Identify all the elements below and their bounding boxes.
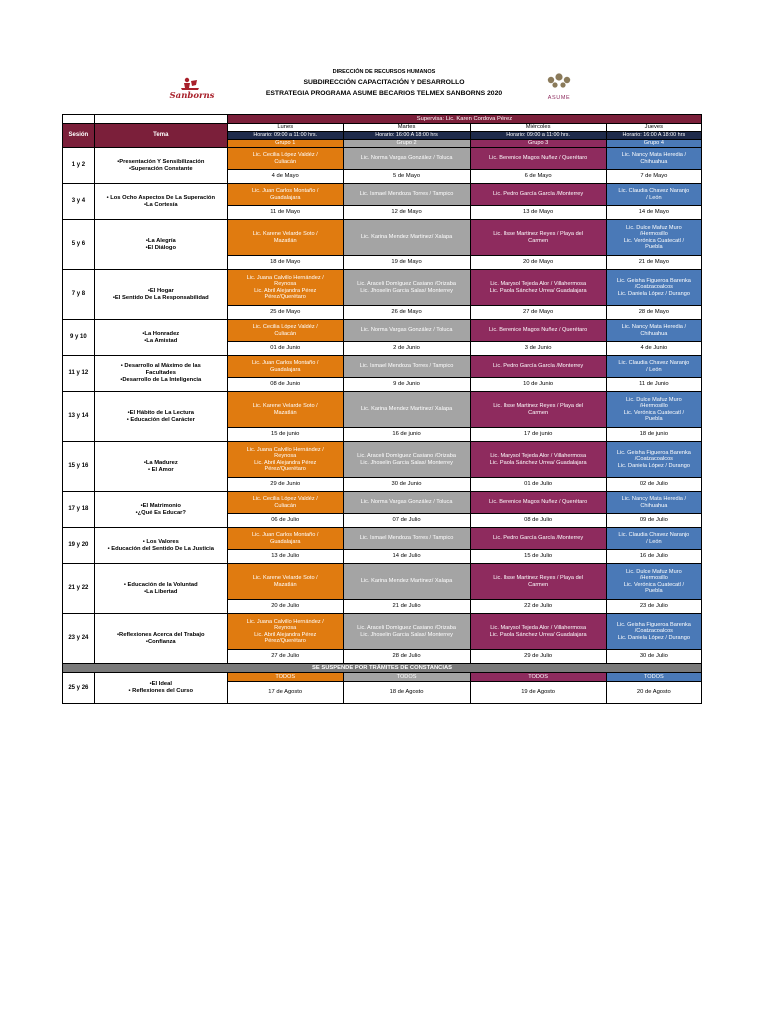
instructor-cell bbox=[343, 270, 470, 306]
instructor-cell bbox=[606, 392, 701, 428]
instructor-cell bbox=[470, 492, 606, 514]
text-line: Pérez/Querétaro bbox=[264, 465, 306, 472]
session-number: 25 y 26 bbox=[63, 673, 95, 704]
session-number: 5 y 6 bbox=[63, 220, 95, 270]
text-line: Lic. Cecilia López Valdéz / bbox=[252, 324, 318, 331]
text-line: Lic. Cecilia López Valdéz / bbox=[252, 152, 318, 159]
text-line: Lic. Juan Carlos Montaño / bbox=[251, 532, 319, 539]
session-topics bbox=[94, 356, 227, 392]
header-line-3: ESTRATEGIA PROGRAMA ASUME BECARIOS TELMEX SANBORNS 2020 bbox=[265, 90, 503, 97]
text-line: Lic. Ismael Mendoza Torres / Tampico bbox=[359, 363, 454, 370]
text-line: • Reflexiones del Curso bbox=[128, 688, 194, 694]
date-cell: 30 de Julio bbox=[606, 650, 701, 664]
text-line: •La Libertad bbox=[144, 588, 178, 595]
day-header: Miércoles bbox=[470, 124, 606, 132]
sesion-header: Sesión bbox=[63, 124, 95, 148]
text-line: • Educación del Carácter bbox=[126, 416, 195, 423]
text-line: /Coatzacoalcos bbox=[634, 456, 673, 463]
text-line: Lic. Ismael Mendoza Torres / Tampico bbox=[359, 191, 454, 198]
day-header: Lunes bbox=[227, 124, 343, 132]
date-cell: 10 de Junio bbox=[470, 378, 606, 392]
session-number: 11 y 12 bbox=[63, 356, 95, 392]
text-line: Reynosa bbox=[274, 281, 297, 288]
text-line: / León bbox=[646, 194, 662, 201]
todos-cell: TODOS bbox=[470, 673, 606, 682]
date-cell: 4 de Mayo bbox=[227, 170, 343, 184]
date-cell: 3 de Junio bbox=[470, 342, 606, 356]
text-line: •El Sentido De La Responsabilidad bbox=[112, 294, 209, 301]
text-line: • Los Valores bbox=[142, 538, 179, 545]
date-cell: 18 de Agosto bbox=[343, 682, 470, 704]
instructor-cell bbox=[227, 442, 343, 478]
grupo-cell: Grupo 3 bbox=[470, 140, 606, 148]
instructor-cell bbox=[343, 392, 470, 428]
grupo-cell: Grupo 2 bbox=[343, 140, 470, 148]
instructor-cell bbox=[343, 220, 470, 256]
text-line: Facultades bbox=[145, 370, 176, 376]
text-line: Puebla bbox=[645, 243, 663, 250]
date-cell: 20 de Julio bbox=[227, 600, 343, 614]
instructor-cell bbox=[227, 392, 343, 428]
text-line: Lic. Marysol Tejeda Alor / Villahermosa bbox=[490, 625, 587, 632]
svg-text:Sanborns: Sanborns bbox=[169, 91, 215, 101]
text-line: /Coatzacoalcos bbox=[634, 284, 673, 291]
date-cell: 11 de Mayo bbox=[227, 206, 343, 220]
instructor-cell bbox=[343, 148, 470, 170]
date-cell: 23 de Julio bbox=[606, 600, 701, 614]
text-line: Pérez/Querétaro bbox=[264, 637, 306, 644]
date-cell: 16 de Julio bbox=[606, 550, 701, 564]
instructor-cell bbox=[343, 442, 470, 478]
instructor-cell bbox=[470, 220, 606, 256]
todos-cell: TODOS bbox=[227, 673, 343, 682]
text-line: •El Hábito de La Lectura bbox=[127, 409, 195, 416]
instructor-cell bbox=[470, 270, 606, 306]
instructor-cell bbox=[606, 220, 701, 256]
text-line: Lic. Jhoselin Garcia Salas/ Monterrey bbox=[360, 287, 453, 294]
date-cell: 13 de Julio bbox=[227, 550, 343, 564]
text-line: Pérez/Querétaro bbox=[264, 293, 306, 300]
sanborns-logo bbox=[167, 72, 217, 102]
text-line: Guadalajara bbox=[269, 194, 301, 201]
text-line: • Educación del Sentido De La Justicia bbox=[107, 545, 214, 552]
date-cell: 17 de junio bbox=[470, 428, 606, 442]
instructor-cell bbox=[343, 184, 470, 206]
text-line: Lic. Ilsse Martinez Reyes / Playa del bbox=[493, 403, 584, 410]
supervisor-header: Supervisa: Lic. Karen Cordova Pérez bbox=[227, 115, 701, 124]
date-cell: 19 de Agosto bbox=[470, 682, 606, 704]
text-line: •Confianza bbox=[145, 638, 176, 645]
instructor-cell bbox=[606, 356, 701, 378]
date-cell: 25 de Mayo bbox=[227, 306, 343, 320]
instructor-cell bbox=[470, 442, 606, 478]
date-cell: 21 de Julio bbox=[343, 600, 470, 614]
text-line: Carmen bbox=[528, 581, 549, 588]
header-line-2: SUBDIRECCIÓN CAPACITACIÓN Y DESARROLLO bbox=[303, 79, 465, 86]
text-line: / León bbox=[646, 366, 662, 373]
date-cell: 5 de Mayo bbox=[343, 170, 470, 184]
text-line: Lic. Nancy Mata Heredia / bbox=[621, 496, 687, 503]
text-line: Culiacán bbox=[274, 502, 297, 509]
text-line: Lic. Karene Velarde Soto / bbox=[252, 403, 318, 410]
instructor-cell bbox=[606, 564, 701, 600]
instructor-cell bbox=[227, 614, 343, 650]
instructor-cell bbox=[227, 356, 343, 378]
grupo-cell: Grupo 4 bbox=[606, 140, 701, 148]
text-line: Carmen bbox=[528, 409, 549, 416]
text-line: Lic. Paola Sánchez Urrea/ Guadalajara bbox=[489, 459, 587, 466]
text-line: Lic. Claudia Chavez Naranjo bbox=[618, 532, 690, 539]
text-line: Lic. Karene Velarde Soto / bbox=[252, 575, 318, 582]
text-line: Lic. Karene Velarde Soto / bbox=[252, 231, 318, 238]
text-line: Lic. Juana Calvillo Hernández / bbox=[246, 274, 324, 281]
session-topics bbox=[94, 564, 227, 614]
schedule-table bbox=[62, 114, 702, 704]
date-cell: 20 de Mayo bbox=[470, 256, 606, 270]
instructor-cell bbox=[227, 220, 343, 256]
date-cell: 29 de Julio bbox=[470, 650, 606, 664]
text-line: Mazatlán bbox=[273, 409, 297, 416]
instructor-cell bbox=[470, 528, 606, 550]
session-number: 21 y 22 bbox=[63, 564, 95, 614]
instructor-cell bbox=[227, 270, 343, 306]
text-line: •La Madurez bbox=[143, 459, 178, 466]
text-line: Lic. Karina Mendez Martinez/ Xalapa bbox=[360, 578, 453, 585]
instructor-cell bbox=[227, 528, 343, 550]
date-cell: 16 de junio bbox=[343, 428, 470, 442]
session-number: 13 y 14 bbox=[63, 392, 95, 442]
text-line: Culiacán bbox=[274, 330, 297, 337]
text-line: Reynosa bbox=[274, 453, 297, 460]
text-line: Lic. Norma Vargas González / Toluca bbox=[360, 327, 453, 334]
suspension-notice: SE SUSPENDE POR TRÁMITES DE CONSTANCIAS bbox=[63, 664, 702, 673]
session-topics bbox=[94, 614, 227, 664]
instructor-cell bbox=[227, 564, 343, 600]
date-cell: 12 de Mayo bbox=[343, 206, 470, 220]
date-cell: 02 de Julio bbox=[606, 478, 701, 492]
instructor-cell bbox=[606, 148, 701, 170]
blank-cell bbox=[63, 115, 95, 124]
text-line: Lic. Karina Mendez Martinez/ Xalapa bbox=[360, 234, 453, 241]
instructor-cell bbox=[606, 492, 701, 514]
instructor-cell bbox=[343, 320, 470, 342]
text-line: /Hermosillo bbox=[639, 575, 668, 582]
text-line: /Hermosillo bbox=[639, 231, 668, 238]
instructor-cell bbox=[470, 564, 606, 600]
text-line: • El Amor bbox=[147, 466, 174, 473]
instructor-cell bbox=[470, 392, 606, 428]
instructor-cell bbox=[606, 442, 701, 478]
text-line: Lic. Pedro García García /Monterrey bbox=[493, 535, 584, 542]
session-topics bbox=[94, 270, 227, 320]
date-cell: 29 de Junio bbox=[227, 478, 343, 492]
instructor-cell bbox=[606, 528, 701, 550]
text-line: Lic. Nancy Mata Heredia / bbox=[621, 152, 687, 159]
date-cell: 18 de junio bbox=[606, 428, 701, 442]
date-cell: 14 de Mayo bbox=[606, 206, 701, 220]
text-line: Chihuahua bbox=[640, 330, 668, 337]
text-line: • Desarrollo al Máximo de las bbox=[120, 363, 201, 369]
session-topics bbox=[94, 392, 227, 442]
text-line: Lic. Berenice Magos Nuñez / Querétaro bbox=[488, 499, 588, 506]
text-line: Lic. Cecilia López Valdéz / bbox=[252, 496, 318, 503]
text-line: Lic. Marysol Tejeda Alor / Villahermosa bbox=[490, 453, 587, 460]
instructor-cell bbox=[343, 564, 470, 600]
date-cell: 06 de Julio bbox=[227, 514, 343, 528]
text-line: Lic. Dulce Mafuz Muro bbox=[626, 224, 682, 231]
instructor-cell bbox=[606, 320, 701, 342]
date-cell: 13 de Mayo bbox=[470, 206, 606, 220]
text-line: •El Diálogo bbox=[145, 244, 176, 251]
svg-text:ASUME: ASUME bbox=[547, 95, 571, 101]
instructor-cell bbox=[227, 320, 343, 342]
horario-cell: Horario: 09:00 a 11:00 hrs. bbox=[470, 132, 606, 140]
text-line: Lic. Pedro García García /Monterrey bbox=[493, 191, 584, 198]
text-line: • Educación de la Voluntad bbox=[123, 581, 198, 588]
session-topics bbox=[94, 673, 227, 704]
text-line: Lic. Dulce Mafuz Muro bbox=[626, 568, 682, 575]
text-line: Lic. Juan Carlos Montaño / bbox=[251, 360, 319, 367]
instructor-cell bbox=[470, 148, 606, 170]
text-line: Lic. Verónica Cuatecatl / bbox=[623, 409, 685, 416]
text-line: Lic. Norma Vargas González / Toluca bbox=[360, 499, 453, 506]
text-line: Lic. Daniela López / Durango bbox=[617, 290, 690, 297]
text-line: Lic. Marysol Tejeda Alor / Villahermosa bbox=[490, 281, 587, 288]
session-number: 19 y 20 bbox=[63, 528, 95, 564]
text-line: Lic. Paola Sánchez Urrea/ Guadalajara bbox=[489, 631, 587, 638]
date-cell: 28 de Julio bbox=[343, 650, 470, 664]
date-cell: 7 de Mayo bbox=[606, 170, 701, 184]
text-line: Lic. Pedro García García /Monterrey bbox=[493, 363, 584, 370]
text-line: Culiacán bbox=[274, 158, 297, 165]
text-line: Lic. Ilsse Martinez Reyes / Playa del bbox=[493, 231, 584, 238]
date-cell: 6 de Mayo bbox=[470, 170, 606, 184]
instructor-cell bbox=[227, 148, 343, 170]
todos-cell: TODOS bbox=[343, 673, 470, 682]
blank-cell bbox=[94, 115, 227, 124]
horario-cell: Horario: 09:00 a 11:00 hrs. bbox=[227, 132, 343, 140]
text-line: •Reflexiones Acerca del Trabajo bbox=[117, 631, 205, 638]
text-line: Reynosa bbox=[274, 625, 297, 632]
text-line: Lic. Daniela López / Durango bbox=[617, 462, 690, 469]
text-line: Lic. Berenice Magos Nuñez / Querétaro bbox=[488, 327, 588, 334]
session-number: 23 y 24 bbox=[63, 614, 95, 664]
date-cell: 22 de Julio bbox=[470, 600, 606, 614]
text-line: •El Matrimonio bbox=[140, 502, 181, 509]
text-line: Lic. Claudia Chavez Naranjo bbox=[618, 360, 690, 367]
text-line: /Coatzacoalcos bbox=[634, 628, 673, 635]
text-line: •La Alegría bbox=[145, 237, 176, 244]
date-cell: 4 de Junio bbox=[606, 342, 701, 356]
instructor-cell bbox=[227, 492, 343, 514]
text-line: Lic. Daniela López / Durango bbox=[617, 634, 690, 641]
date-cell: 01 de Junio bbox=[227, 342, 343, 356]
text-line: •La Honradez bbox=[142, 330, 180, 337]
date-cell: 27 de Mayo bbox=[470, 306, 606, 320]
text-line: Lic. Araceli Domìguez Casiano /Orizaba bbox=[357, 453, 456, 460]
text-line: Lic. Karina Mendez Martinez/ Xalapa bbox=[360, 406, 453, 413]
date-cell: 30 de Junio bbox=[343, 478, 470, 492]
text-line: Lic. Jhoselin Garcia Salas/ Monterrey bbox=[360, 631, 453, 638]
session-topics bbox=[94, 528, 227, 564]
text-line: / León bbox=[646, 538, 662, 545]
date-cell: 28 de Mayo bbox=[606, 306, 701, 320]
session-number: 17 y 18 bbox=[63, 492, 95, 528]
text-line: Mazatlán bbox=[273, 237, 297, 244]
text-line: Lic. Geisha Figueroa Barenka bbox=[616, 621, 691, 628]
text-line: •La Cortesía bbox=[143, 201, 178, 208]
text-line: •Desarrollo de La Inteligencia bbox=[120, 377, 202, 383]
instructor-cell bbox=[227, 184, 343, 206]
session-number: 15 y 16 bbox=[63, 442, 95, 492]
text-line: Lic. Juana Calvillo Hernández / bbox=[246, 446, 324, 453]
text-line: •Presentación Y Sensibilización bbox=[117, 158, 205, 165]
date-cell: 14 de Julio bbox=[343, 550, 470, 564]
text-line: Lic. Juan Carlos Montaño / bbox=[251, 188, 319, 195]
date-cell: 18 de Mayo bbox=[227, 256, 343, 270]
text-line: Lic. Geisha Figueroa Barenka bbox=[616, 449, 691, 456]
date-cell: 19 de Mayo bbox=[343, 256, 470, 270]
text-line: Guadalajara bbox=[269, 538, 301, 545]
text-line: Lic. Ismael Mendoza Torres / Tampico bbox=[359, 535, 454, 542]
text-line: Puebla bbox=[645, 587, 663, 594]
text-line: /Hermosillo bbox=[639, 403, 668, 410]
header-line-1: DIRECCIÓN DE RECURSOS HUMANOS bbox=[332, 69, 436, 75]
text-line: Lic. Geisha Figueroa Barenka bbox=[616, 277, 691, 284]
date-cell: 11 de Junio bbox=[606, 378, 701, 392]
instructor-cell bbox=[343, 356, 470, 378]
text-line: Mazatlán bbox=[273, 581, 297, 588]
session-topics bbox=[94, 148, 227, 184]
text-line: Chihuahua bbox=[640, 158, 668, 165]
text-line: Puebla bbox=[645, 415, 663, 422]
text-line: Lic. Paola Sánchez Urrea/ Guadalajara bbox=[489, 287, 587, 294]
text-line: Lic. Abril Alejandra Pérez bbox=[254, 631, 317, 638]
text-line: Lic. Berenice Magos Nuñez / Querétaro bbox=[488, 155, 588, 162]
day-header: Martes bbox=[343, 124, 470, 132]
text-line: Guadalajara bbox=[269, 366, 301, 373]
text-line: Lic. Abril Alejandra Pérez bbox=[254, 287, 317, 294]
session-number: 1 y 2 bbox=[63, 148, 95, 184]
instructor-cell bbox=[470, 614, 606, 650]
session-number: 7 y 8 bbox=[63, 270, 95, 320]
date-cell: 09 de Julio bbox=[606, 514, 701, 528]
date-cell: 08 de Junio bbox=[227, 378, 343, 392]
instructor-cell bbox=[470, 356, 606, 378]
text-line: Lic. Jhoselin Garcia Salas/ Monterrey bbox=[360, 459, 453, 466]
date-cell: 15 de junio bbox=[227, 428, 343, 442]
day-header: Jueves bbox=[606, 124, 701, 132]
text-line: Lic. Dulce Mafuz Muro bbox=[626, 396, 682, 403]
instructor-cell bbox=[606, 614, 701, 650]
date-cell: 01 de Julio bbox=[470, 478, 606, 492]
text-line: •La Amistad bbox=[144, 337, 178, 344]
text-line: Carmen bbox=[528, 237, 549, 244]
text-line: •El Hogar bbox=[147, 287, 174, 294]
text-line: Lic. Abril Alejandra Pérez bbox=[254, 459, 317, 466]
instructor-cell bbox=[606, 184, 701, 206]
todos-cell: TODOS bbox=[606, 673, 701, 682]
text-line: • Los Ocho Aspectos De La Superación bbox=[106, 194, 216, 201]
date-cell: 17 de Agosto bbox=[227, 682, 343, 704]
instructor-cell bbox=[343, 614, 470, 650]
date-cell: 07 de Julio bbox=[343, 514, 470, 528]
session-number: 3 y 4 bbox=[63, 184, 95, 220]
text-line: Lic. Verónica Cuatecatl / bbox=[623, 581, 685, 588]
instructor-cell bbox=[343, 528, 470, 550]
text-line: Lic. Claudia Chavez Naranjo bbox=[618, 188, 690, 195]
date-cell: 08 de Julio bbox=[470, 514, 606, 528]
text-line: •Superación Constante bbox=[129, 165, 193, 172]
text-line: Lic. Araceli Domìguez Casiano /Orizaba bbox=[357, 281, 456, 288]
session-topics bbox=[94, 442, 227, 492]
text-line: Lic. Norma Vargas González / Toluca bbox=[360, 155, 453, 162]
text-line: Chihuahua bbox=[640, 502, 668, 509]
date-cell: 15 de Julio bbox=[470, 550, 606, 564]
date-cell: 26 de Mayo bbox=[343, 306, 470, 320]
tema-header: Tema bbox=[94, 124, 227, 148]
text-line: •¿Qué Es Educar? bbox=[135, 509, 186, 516]
document-header bbox=[0, 68, 768, 99]
instructor-cell bbox=[470, 184, 606, 206]
date-cell: 9 de Junio bbox=[343, 378, 470, 392]
text-line: •El Ideal bbox=[149, 681, 172, 687]
instructor-cell bbox=[470, 320, 606, 342]
session-topics bbox=[94, 492, 227, 528]
text-line: Lic. Nancy Mata Heredia / bbox=[621, 324, 687, 331]
instructor-cell bbox=[606, 270, 701, 306]
grupo-cell: Grupo 1 bbox=[227, 140, 343, 148]
session-topics bbox=[94, 320, 227, 356]
text-line: Lic. Ilsse Martinez Reyes / Playa del bbox=[493, 575, 584, 582]
asume-logo bbox=[537, 70, 581, 106]
text-line: Lic. Juana Calvillo Hernández / bbox=[246, 618, 324, 625]
date-cell: 2 de Junio bbox=[343, 342, 470, 356]
instructor-cell bbox=[343, 492, 470, 514]
text-line: Lic. Verónica Cuatecatl / bbox=[623, 237, 685, 244]
session-topics bbox=[94, 220, 227, 270]
horario-cell: Horario: 16:00 A 18:00 hrs bbox=[606, 132, 701, 140]
text-line: Lic. Araceli Domìguez Casiano /Orizaba bbox=[357, 625, 456, 632]
date-cell: 21 de Mayo bbox=[606, 256, 701, 270]
horario-cell: Horario: 16:00 A 18:00 hrs bbox=[343, 132, 470, 140]
date-cell: 27 de Julio bbox=[227, 650, 343, 664]
date-cell: 20 de Agosto bbox=[606, 682, 701, 704]
session-topics bbox=[94, 184, 227, 220]
session-number: 9 y 10 bbox=[63, 320, 95, 356]
